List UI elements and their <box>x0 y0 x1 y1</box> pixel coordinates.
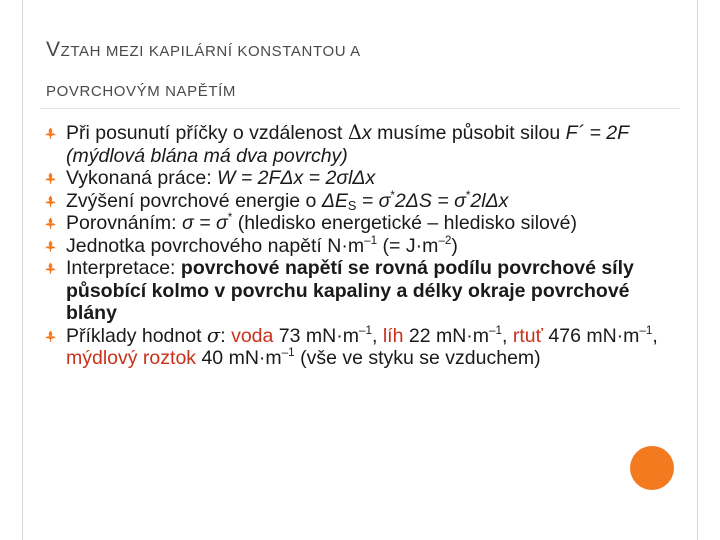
superscript: * <box>465 188 471 202</box>
example-mercury: rtuť <box>512 324 543 347</box>
bullet-text: musíme působit silou <box>371 122 566 144</box>
fleur-de-lis-icon <box>44 195 57 208</box>
title-initial: V <box>46 38 61 61</box>
bullet-text: Zvýšení povrchové energie o <box>66 189 322 212</box>
example-water: voda <box>231 324 274 347</box>
bullet-text: Jednotka povrchového napětí N·m <box>66 234 365 257</box>
superscript: * <box>390 188 395 202</box>
bullet-item <box>44 257 684 325</box>
bullet-text: Příklady hodnot <box>66 324 207 347</box>
fleur-de-lis-icon <box>44 330 57 343</box>
bullet-text: : <box>220 324 232 347</box>
bullet-formula: ΔE <box>321 189 348 212</box>
bullet-text: Vykonaná práce: <box>66 167 218 189</box>
superscript: –2 <box>438 233 452 247</box>
superscript: –1 <box>358 323 372 337</box>
superscript: –1 <box>364 233 378 247</box>
fleur-de-lis-icon <box>44 127 57 140</box>
slide-border-right <box>697 0 698 540</box>
superscript: –1 <box>489 323 503 337</box>
bullet-list <box>44 122 684 370</box>
fleur-de-lis-icon <box>44 240 57 253</box>
example-value: 22 mN·m <box>403 324 490 347</box>
bullet-emphasis: povrchové napětí se rovná podílu povrchové síly působící kolmo v povrchu kapaliny a délky okraje povrchové blány <box>66 257 634 324</box>
bullet-formula: 2ΔS = σ <box>394 189 466 212</box>
bullet-formula: F´ = 2F (mýdlová blána má dva povrchy) <box>66 122 629 167</box>
delta-symbol: Δ <box>347 121 362 144</box>
title-divider <box>40 108 680 109</box>
superscript: –1 <box>281 345 295 359</box>
example-value: 73 mN·m <box>273 324 359 347</box>
bullet-item <box>44 325 684 370</box>
superscript: * <box>227 210 233 224</box>
fleur-de-lis-icon <box>44 172 57 185</box>
example-alcohol: líh <box>382 324 404 347</box>
bullet-text: (= J·m <box>377 234 439 257</box>
bullet-formula: W = 2FΔx = 2σlΔx <box>217 167 376 189</box>
bullet-text: Interpretace: <box>66 257 181 279</box>
subscript: S <box>347 198 357 213</box>
bullet-formula: σ = σ <box>181 212 228 234</box>
slide-title <box>46 30 666 112</box>
title-line-1-text: ZTAH MEZI KAPILÁRNÍ KONSTANTOU A <box>60 43 361 60</box>
superscript: –1 <box>639 323 653 337</box>
decorative-circle <box>630 446 674 490</box>
bullet-text: Při posunutí příčky o vzdálenost <box>66 122 348 144</box>
bullet-item <box>44 190 684 213</box>
fleur-de-lis-icon <box>44 262 57 275</box>
bullet-formula: 2lΔx <box>470 189 509 212</box>
title-line-2: POVRCHOVÝM NAPĚTÍM <box>46 83 236 100</box>
fleur-de-lis-icon <box>44 217 57 230</box>
sigma-symbol: σ <box>206 323 221 347</box>
bullet-item <box>44 212 684 235</box>
example-value: 40 mN·m <box>196 347 282 369</box>
slide-border-left <box>22 0 23 540</box>
bullet-text: (hledisko energetické – hledisko silové) <box>232 212 577 234</box>
bullet-formula: = σ <box>356 189 391 212</box>
bullet-item <box>44 235 684 258</box>
bullet-item <box>44 122 684 167</box>
example-soap-solution: mýdlový roztok <box>66 347 197 369</box>
variable-x: x <box>361 122 372 144</box>
title-line-1 <box>46 30 666 72</box>
bullet-text: Porovnáním: <box>66 212 182 234</box>
separator: , <box>652 324 658 347</box>
bullet-item <box>44 167 684 190</box>
separator: , <box>502 324 513 347</box>
separator: , <box>371 324 383 347</box>
example-value: 476 mN·m <box>542 324 640 347</box>
bullet-text: (vše ve styku se vzduchem) <box>294 347 541 369</box>
bullet-text: ) <box>451 234 458 257</box>
